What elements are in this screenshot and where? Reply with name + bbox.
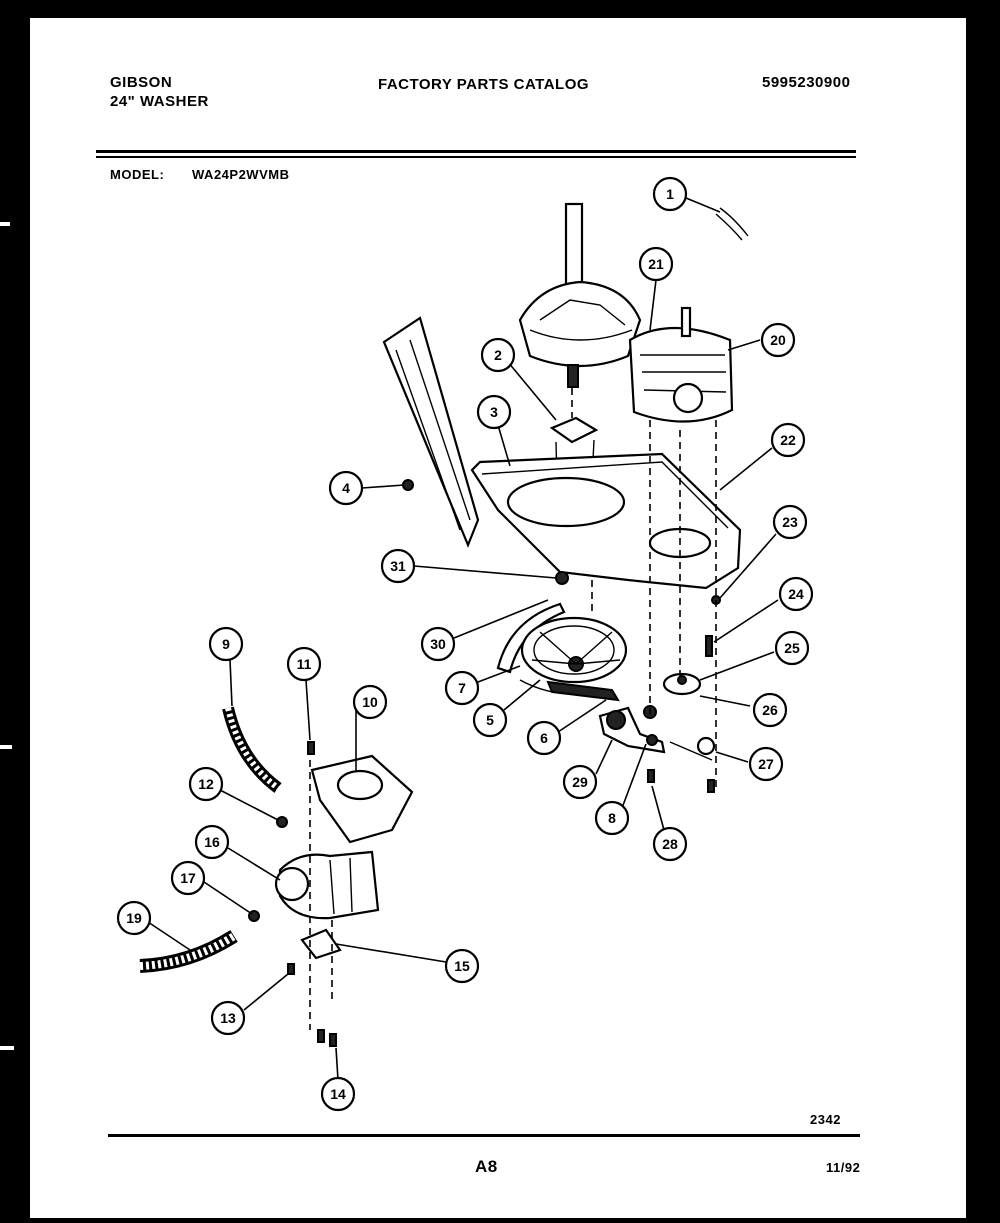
pump-bracket xyxy=(302,930,340,958)
hose-clamp xyxy=(716,208,748,240)
svg-text:4: 4 xyxy=(342,480,350,496)
callout-7 xyxy=(446,672,478,704)
model-label: MODEL: xyxy=(110,167,165,182)
base-plate xyxy=(472,454,740,588)
water-pump xyxy=(276,852,378,918)
svg-text:9: 9 xyxy=(222,636,230,652)
callout-11 xyxy=(288,648,320,680)
callout-5 xyxy=(474,704,506,736)
pin-24 xyxy=(706,636,712,656)
screw-28 xyxy=(648,770,654,782)
svg-text:5: 5 xyxy=(486,712,494,728)
nut-8b xyxy=(647,735,657,745)
svg-text:14: 14 xyxy=(330,1086,346,1102)
svg-text:8: 8 xyxy=(608,810,616,826)
callout-21 xyxy=(640,248,672,280)
catalog-number: 5995230900 xyxy=(762,74,851,91)
callout-22 xyxy=(772,424,804,456)
screw-13 xyxy=(288,964,294,974)
callout-27 xyxy=(750,748,782,780)
print-date: 11/92 xyxy=(826,1160,861,1175)
side-bracket xyxy=(384,318,478,545)
clamp-12 xyxy=(277,817,287,827)
callout-13 xyxy=(212,1002,244,1034)
callout-25 xyxy=(776,632,808,664)
callout-15 xyxy=(446,950,478,982)
svg-text:17: 17 xyxy=(180,870,196,886)
svg-text:15: 15 xyxy=(454,958,470,974)
callout-28 xyxy=(654,828,686,860)
drive-motor xyxy=(630,308,732,422)
nut-31 xyxy=(556,572,568,584)
svg-text:6: 6 xyxy=(540,730,548,746)
pulley-wheel xyxy=(522,618,626,682)
callout-9 xyxy=(210,628,242,660)
svg-text:7: 7 xyxy=(458,680,466,696)
brand-name: GIBSON xyxy=(110,74,173,91)
callout-30 xyxy=(422,628,454,660)
callout-24 xyxy=(780,578,812,610)
callout-29 xyxy=(564,766,596,798)
drain-hose-upper xyxy=(228,708,278,788)
callout-3 xyxy=(478,396,510,428)
callout-26 xyxy=(754,694,786,726)
svg-text:10: 10 xyxy=(362,694,378,710)
screw-28b xyxy=(708,780,714,792)
callout-10 xyxy=(354,686,386,718)
svg-text:19: 19 xyxy=(126,910,142,926)
svg-text:21: 21 xyxy=(648,256,664,272)
callout-1 xyxy=(654,178,686,210)
catalog-title: FACTORY PARTS CATALOG xyxy=(378,76,590,93)
screw-14b xyxy=(330,1034,336,1046)
callout-12 xyxy=(190,768,222,800)
callout-17 xyxy=(172,862,204,894)
screw-4 xyxy=(403,480,413,490)
svg-text:23: 23 xyxy=(782,514,798,530)
svg-text:1: 1 xyxy=(666,186,674,202)
svg-text:25: 25 xyxy=(784,640,800,656)
svg-text:13: 13 xyxy=(220,1010,236,1026)
drain-hose-lower xyxy=(140,936,234,966)
callout-20 xyxy=(762,324,794,356)
svg-text:27: 27 xyxy=(758,756,774,772)
svg-text:24: 24 xyxy=(788,586,804,602)
callout-31 xyxy=(382,550,414,582)
svg-text:12: 12 xyxy=(198,776,214,792)
svg-text:30: 30 xyxy=(430,636,446,652)
motor-pulley xyxy=(664,674,700,694)
svg-text:26: 26 xyxy=(762,702,778,718)
model-number: WA24P2WVMB xyxy=(192,167,290,182)
transmission-assembly xyxy=(520,204,640,387)
callout-2 xyxy=(482,339,514,371)
svg-text:22: 22 xyxy=(780,432,796,448)
svg-text:11: 11 xyxy=(296,656,312,672)
svg-text:28: 28 xyxy=(662,836,678,852)
callout-23 xyxy=(774,506,806,538)
callout-6 xyxy=(528,722,560,754)
idler-bracket xyxy=(600,708,714,760)
svg-text:2: 2 xyxy=(494,347,502,363)
callout-19 xyxy=(118,902,150,934)
callout-16 xyxy=(196,826,228,858)
screw-14 xyxy=(318,1030,324,1042)
page-code: A8 xyxy=(475,1157,498,1176)
svg-text:16: 16 xyxy=(204,834,220,850)
callout-14 xyxy=(322,1078,354,1110)
svg-text:3: 3 xyxy=(490,404,498,420)
svg-text:20: 20 xyxy=(770,332,786,348)
pump-mount xyxy=(312,756,412,842)
callout-8 xyxy=(596,802,628,834)
pulley-arm xyxy=(548,682,618,700)
drawing-number: 2342 xyxy=(810,1112,841,1127)
product-name: 24" WASHER xyxy=(110,93,209,110)
callout-4 xyxy=(330,472,362,504)
screw-11 xyxy=(308,742,314,754)
svg-text:31: 31 xyxy=(390,558,406,574)
svg-text:29: 29 xyxy=(572,774,588,790)
